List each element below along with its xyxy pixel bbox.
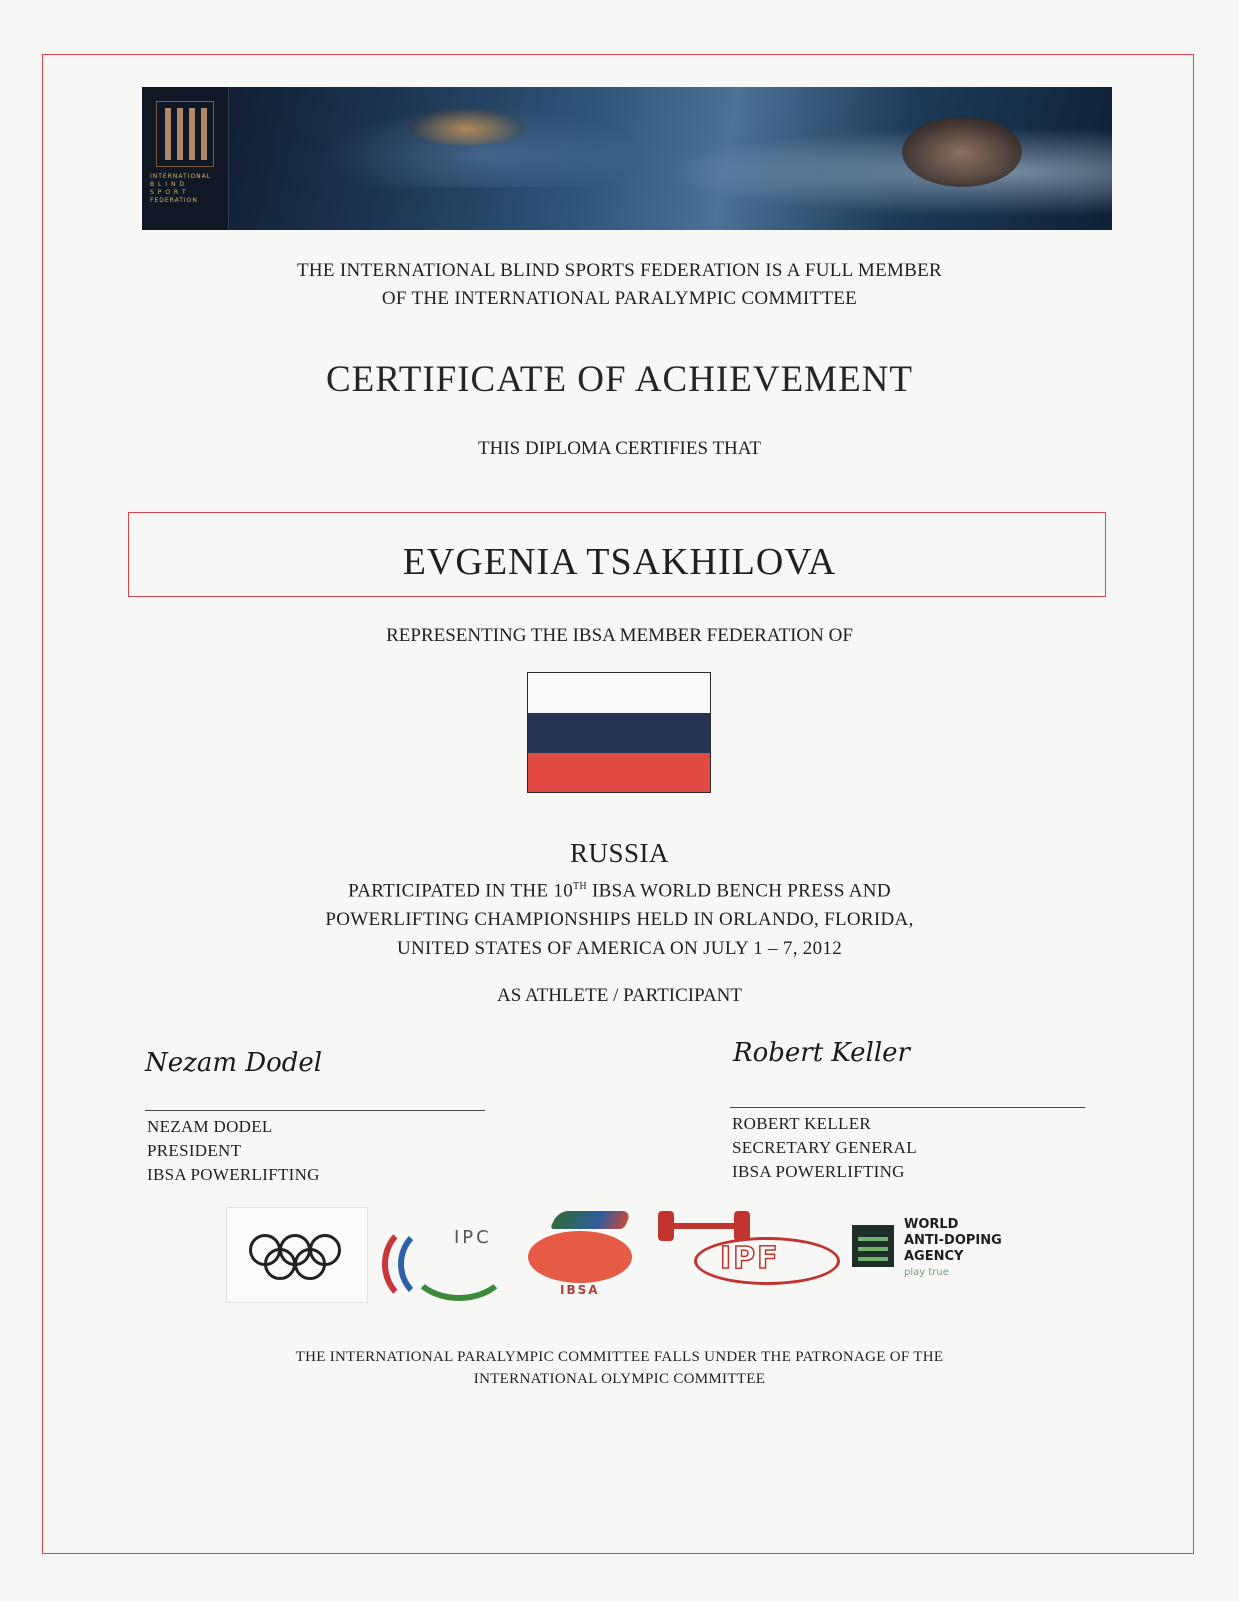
- secretary-title: SECRETARY GENERAL: [732, 1138, 917, 1157]
- ibsa-logo-text: INTERNATIONAL B L I N D S P O R T FEDERATION: [150, 173, 212, 204]
- secretary-block: [732, 1112, 917, 1184]
- secretary-signature: Robert Keller: [733, 1038, 910, 1068]
- flag-stripe-blue: [528, 713, 710, 753]
- president-name: NEZAM DODEL: [147, 1117, 273, 1136]
- ibsa-logo-mark: [156, 101, 214, 167]
- membership-statement: THE INTERNATIONAL BLIND SPORTS FEDERATION IS A FULL MEMBER OF THE INTERNATIONAL PARALYMPIC COMMITTEE: [296, 260, 943, 309]
- participation-statement: PARTICIPATED IN THE 10TH IBSA WORLD BENCH PRESS AND POWERLIFTING CHAMPIONSHIPS HELD IN ORLANDO, FLORIDA, UNITED STATES OF AMERICA ON JULY 1 – 7, 2012: [325, 880, 914, 960]
- ibsa-banner-image: [142, 87, 1112, 230]
- secretary-org: IBSA POWERLIFTING: [732, 1162, 905, 1181]
- flag-stripe-red: [528, 753, 710, 793]
- rowers-photo: [402, 105, 532, 145]
- secretary-name: ROBERT KELLER: [732, 1114, 872, 1133]
- signature-line-left: [145, 1110, 485, 1111]
- certifies-text: THIS DIPLOMA CERTIFIES THAT: [478, 438, 761, 459]
- president-block: [147, 1115, 320, 1187]
- flag-stripe-white: [528, 673, 710, 713]
- wada-logo: WORLD ANTI-DOPING AGENCY play true: [852, 1217, 1016, 1297]
- representing-text: REPRESENTING THE IBSA MEMBER FEDERATION OF: [386, 625, 853, 646]
- olympic-rings-logo: [226, 1207, 368, 1303]
- athlete-name: EVGENIA TSAKHILOVA: [402, 541, 837, 583]
- swimmer-photo: [902, 117, 1022, 187]
- ibsa-logo-small: IBSA: [526, 1207, 636, 1303]
- ibsa-logo: [142, 87, 229, 230]
- signature-line-right: [730, 1107, 1085, 1108]
- president-title: PRESIDENT: [147, 1141, 242, 1160]
- sponsor-logos: [226, 1207, 1016, 1303]
- russia-flag: [527, 672, 711, 793]
- water-splash: [662, 127, 1112, 217]
- certificate-title: CERTIFICATE OF ACHIEVEMENT: [326, 359, 913, 400]
- role-text: AS ATHLETE / PARTICIPANT: [496, 985, 742, 1006]
- president-signature: Nezam Dodel: [145, 1048, 323, 1078]
- country-name: RUSSIA: [569, 838, 670, 868]
- president-org: IBSA POWERLIFTING: [147, 1165, 320, 1184]
- ipc-logo: IPC: [376, 1211, 506, 1301]
- ipf-logo: IPF: [654, 1207, 844, 1303]
- footer-statement: THE INTERNATIONAL PARALYMPIC COMMITTEE FALLS UNDER THE PATRONAGE OF THE INTERNATIONAL OLYMPIC COMMITTEE: [295, 1349, 944, 1387]
